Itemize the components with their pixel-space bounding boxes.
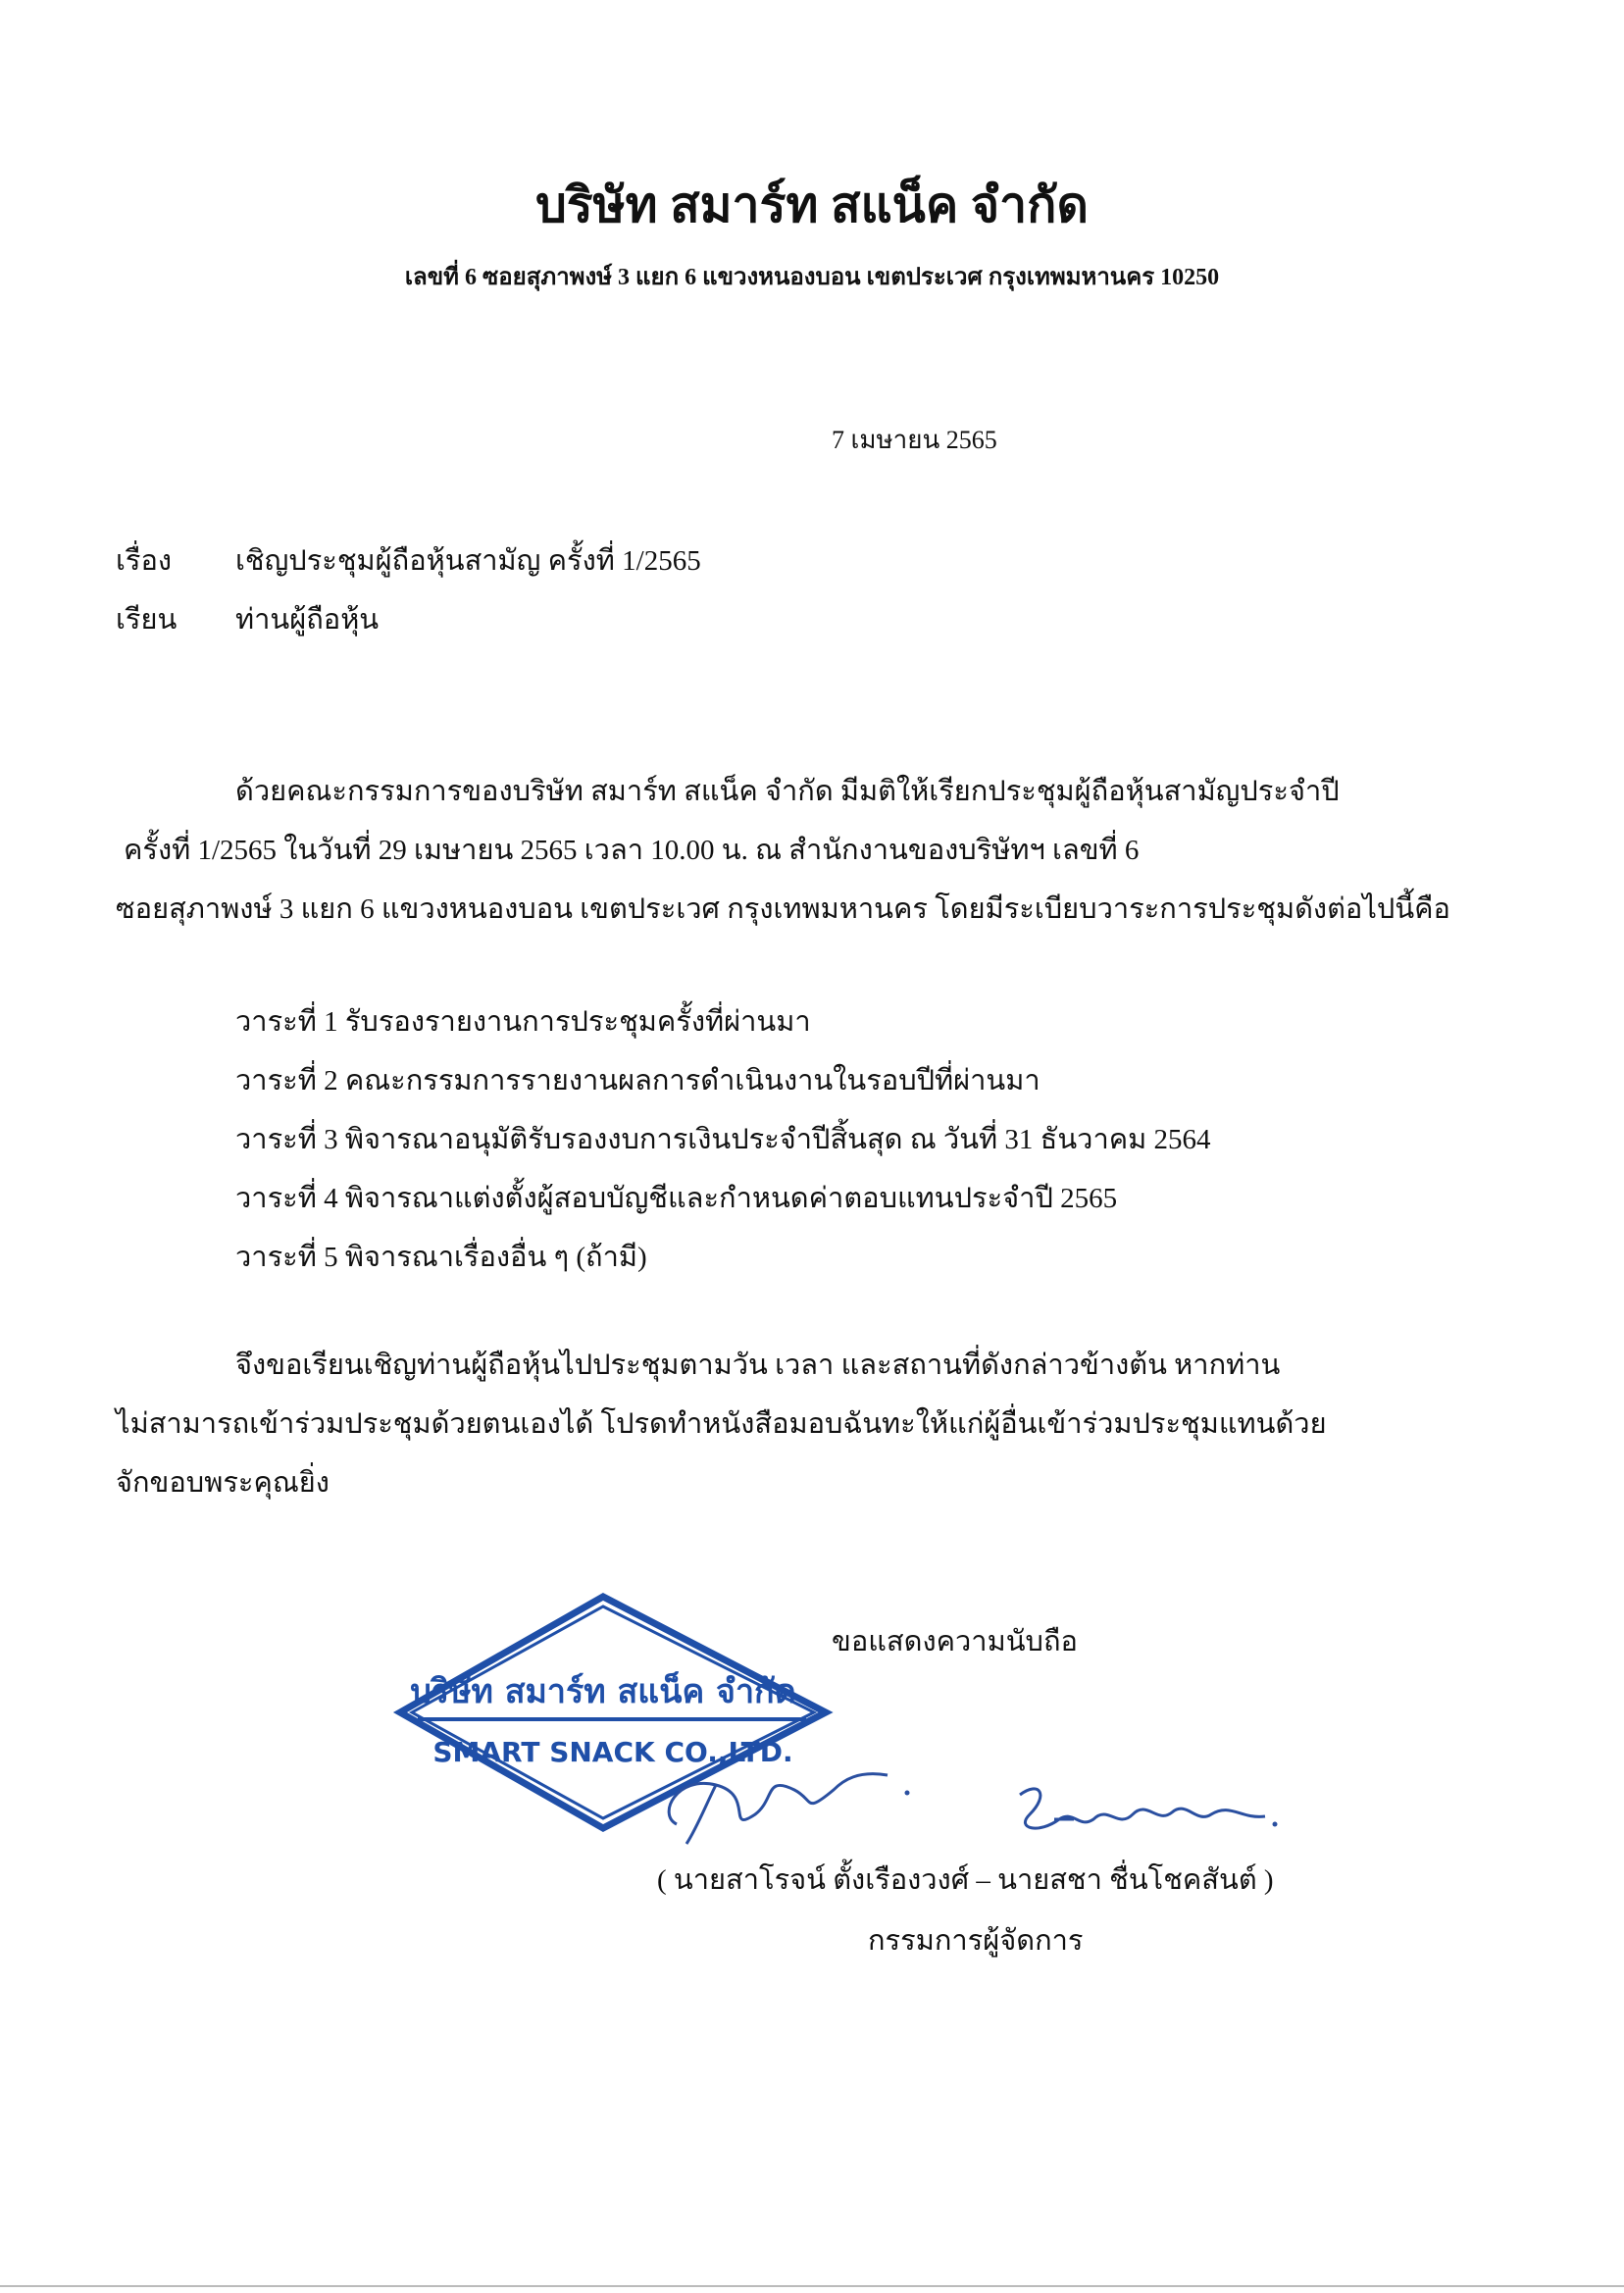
agenda-item: วาระที่ 3 พิจารณาอนุมัติรับรองงบการเงินประจำปีสิ้นสุด ณ วันที่ 31 ธันวาคม 2564: [235, 1124, 1211, 1155]
body-line: ซอยสุภาพงษ์ 3 แยก 6 แขวงหนองบอน เขตประเวศ กรุงเทพมหานคร โดยมีระเบียบวาระการประชุมดังต่อไปนี้คือ: [116, 893, 1450, 925]
invitation-line: จึงขอเรียนเชิญท่านผู้ถือหุ้นไปประชุมตามวัน เวลา และสถานที่ดังกล่าวข้างต้น หากท่าน: [235, 1350, 1281, 1381]
stamp-english-text: SMART SNACK CO.,LTD.: [432, 1736, 793, 1768]
agenda-item: วาระที่ 2 คณะกรรมการรายงานผลการดำเนินงานในรอบปีที่ผ่านมา: [235, 1065, 1040, 1096]
subject-label: เรื่อง: [116, 545, 173, 577]
page-edge-line: [0, 2285, 1624, 2287]
invitation-line: จักขอบพระคุณยิ่ง: [116, 1467, 330, 1499]
signer-names: ( นายสาโรจน์ ตั้งเรืองวงศ์ – นายสชา ชื่นโชคสันต์ ): [657, 1864, 1274, 1896]
agenda-item: วาระที่ 1 รับรองรายงานการประชุมครั้งที่ผ่านมา: [235, 1006, 811, 1038]
recipient-value: ท่านผู้ถือหุ้น: [235, 604, 380, 636]
stamp-thai-text: บริษัท สมาร์ท สแน็ค จำกัด: [410, 1672, 796, 1711]
recipient-label: เรียน: [116, 604, 178, 636]
agenda-item: วาระที่ 5 พิจารณาเรื่องอื่น ๆ (ถ้ามี): [235, 1242, 647, 1273]
letter-date: 7 เมษายน 2565: [832, 426, 997, 454]
signature-second: [1000, 1775, 1285, 1863]
signer-position: กรรมการผู้จัดการ: [868, 1925, 1084, 1957]
agenda-item: วาระที่ 4 พิจารณาแต่งตั้งผู้สอบบัญชีและกำหนดค่าตอบแทนประจำปี 2565: [235, 1183, 1118, 1214]
invitation-line: ไม่สามารถเข้าร่วมประชุมด้วยตนเองได้ โปรดทำหนังสือมอบฉันทะให้แก่ผู้อื่นเข้าร่วมประชุมแทนด้วย: [116, 1408, 1327, 1440]
subject-value: เชิญประชุมผู้ถือหุ้นสามัญ ครั้งที่ 1/2565: [235, 545, 701, 577]
company-name: บริษัท สมาร์ท สแน็ค จำกัด: [535, 178, 1089, 232]
body-line: ด้วยคณะกรรมการของบริษัท สมาร์ท สแน็ค จำกัด มีมติให้เรียกประชุมผู้ถือหุ้นสามัญประจำปี: [235, 776, 1340, 807]
body-line: ครั้งที่ 1/2565 ในวันที่ 29 เมษายน 2565 เวลา 10.00 น. ณ สำนักงานของบริษัทฯ เลขที่ 6: [124, 835, 1140, 866]
company-address: เลขที่ 6 ซอยสุภาพงษ์ 3 แยก 6 แขวงหนองบอน เขตประเวศ กรุงเทพมหานคร 10250: [404, 265, 1220, 290]
signature-first: [647, 1746, 932, 1854]
closing-text: ขอแสดงความนับถือ: [832, 1626, 1078, 1657]
